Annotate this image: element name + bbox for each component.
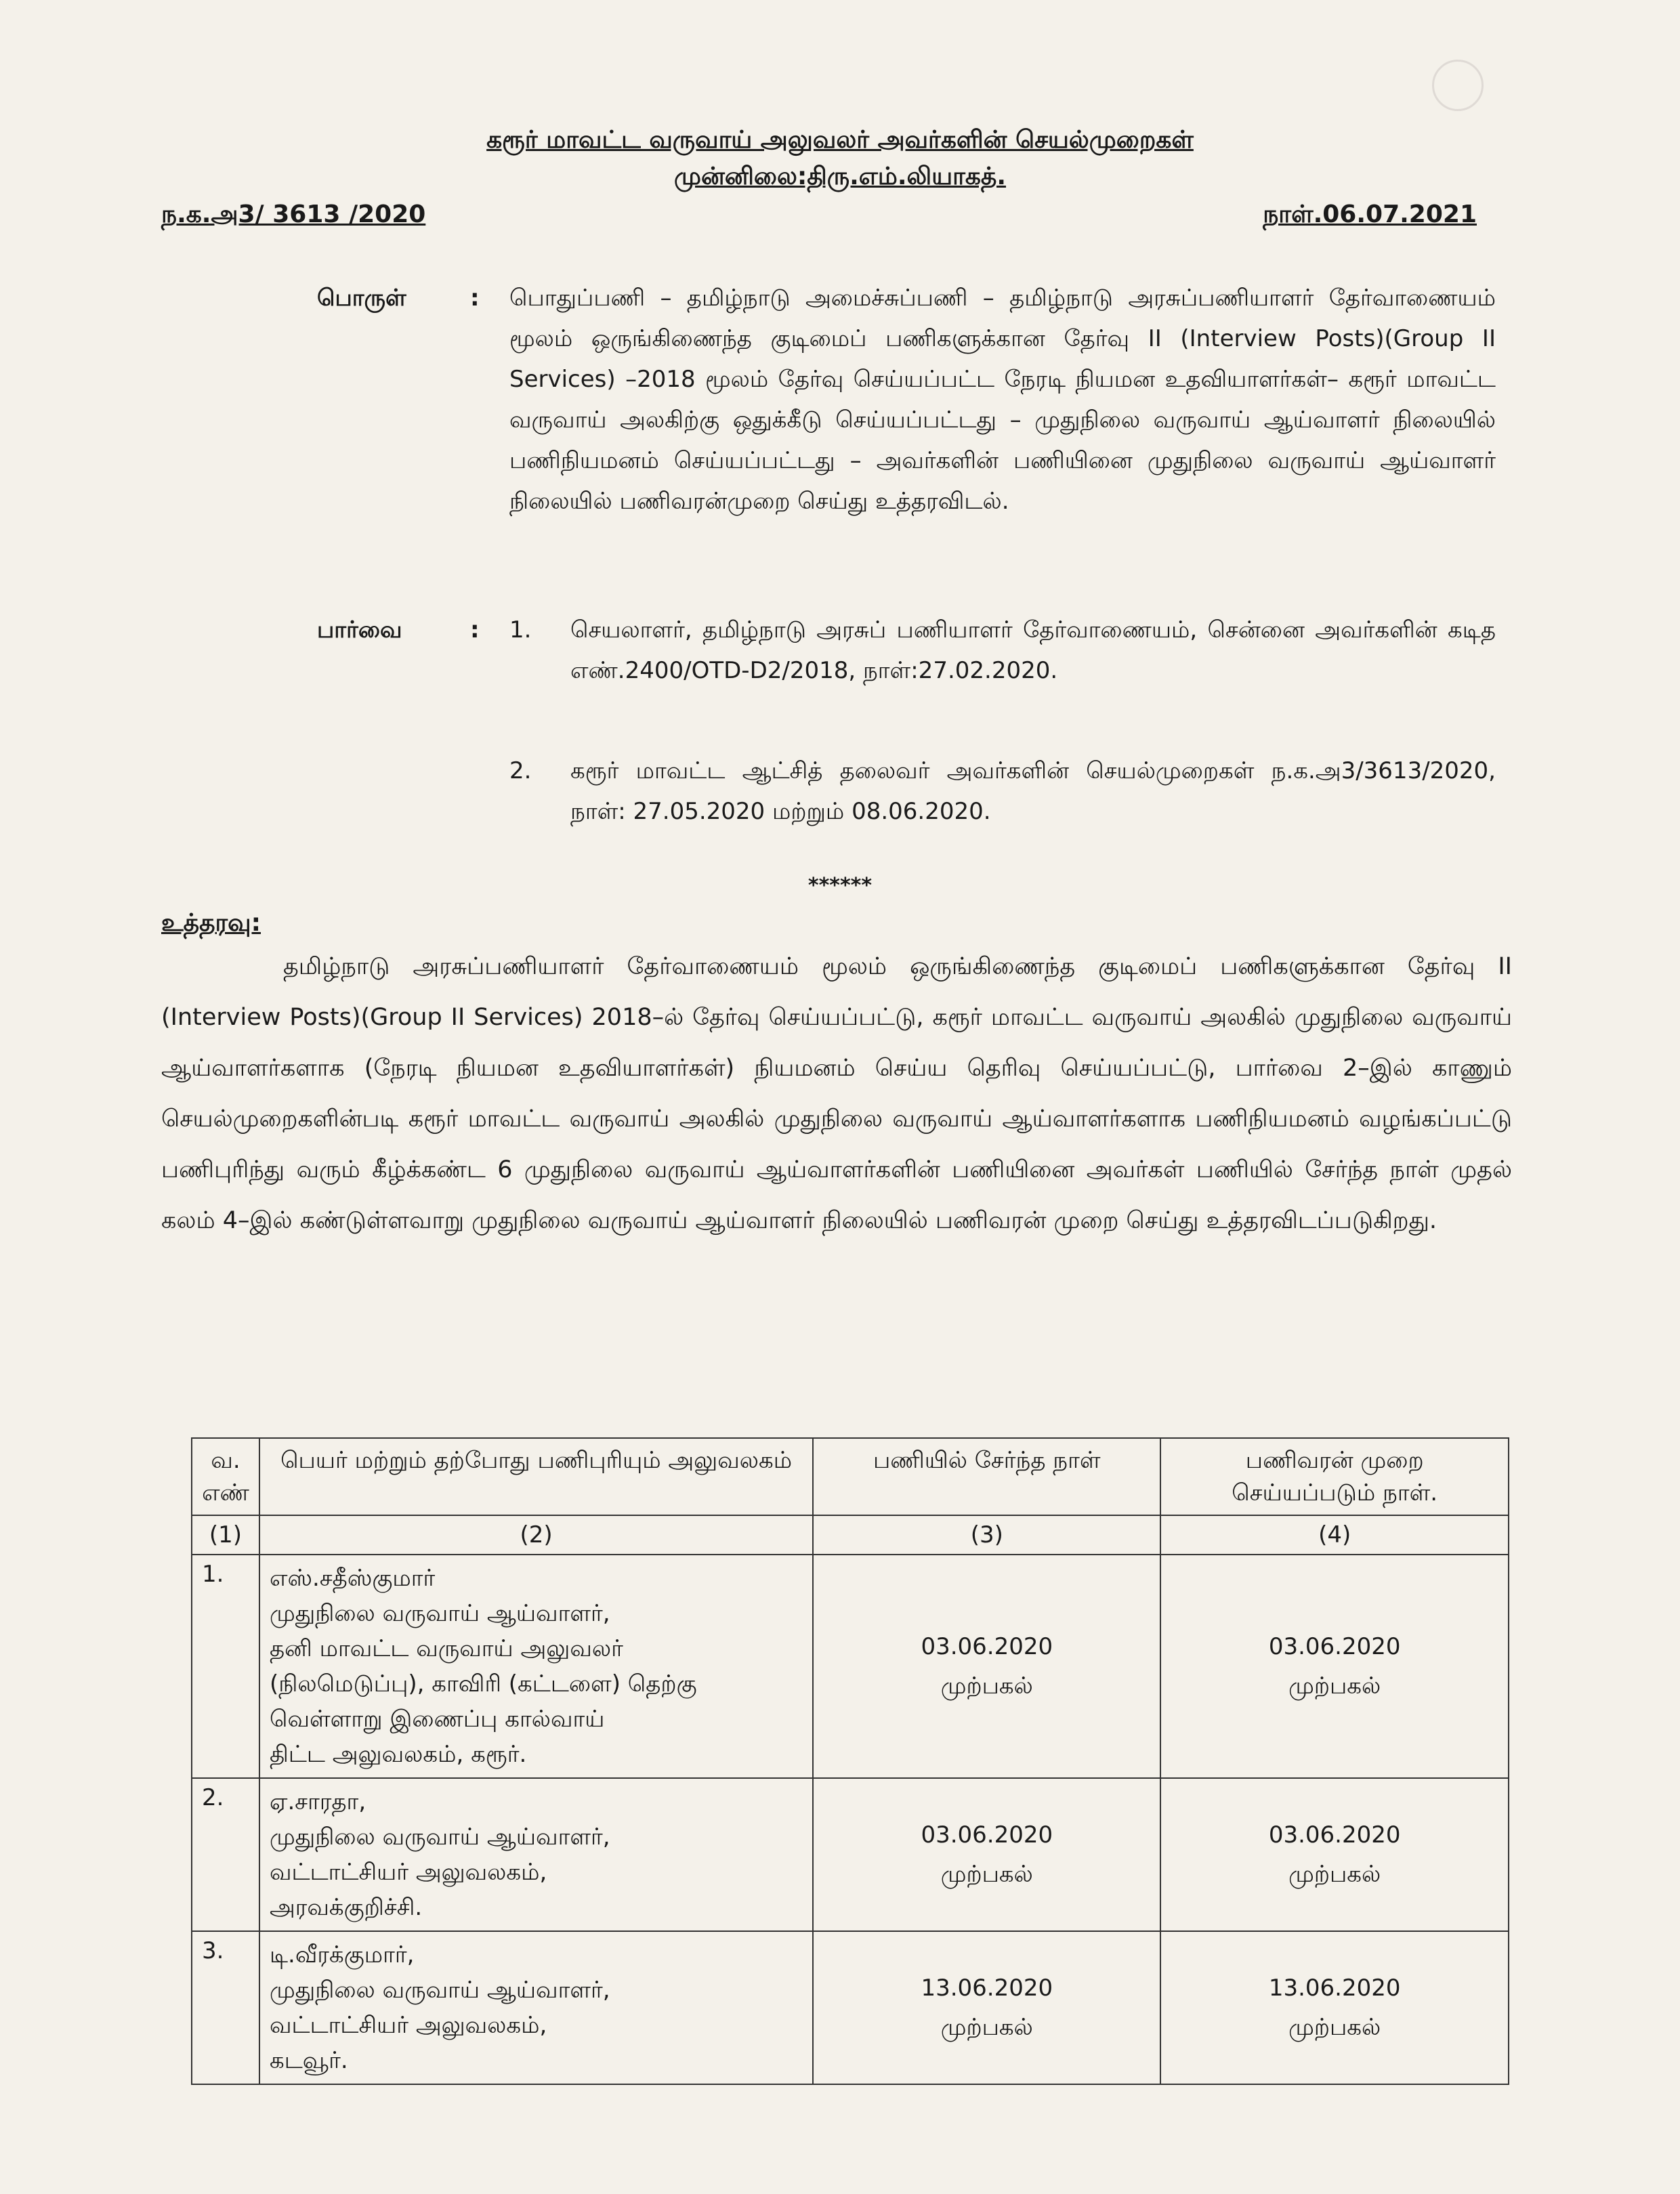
table-row (192, 1555, 1509, 1778)
joining-date-cell (813, 1555, 1160, 1778)
name-line: வட்டாட்சியர் அலுவலகம், (269, 1859, 547, 1886)
header-regularisation-date: பணிவரன் முறை செய்யப்படும் நாள். (1160, 1438, 1509, 1515)
name-line: அரவக்குறிச்சி. (269, 1894, 423, 1921)
regularisation-session: முற்பகல் (1288, 1861, 1381, 1888)
joining-date: 03.06.2020 (921, 1633, 1053, 1660)
regularisation-date-cell (1160, 1778, 1509, 1931)
document-title: கரூர் மாவட்ட வருவாய் அலுவலர் அவர்களின் செயல்முறைகள் (486, 126, 1194, 154)
subject-colon: : (470, 284, 480, 312)
reference-number: ந.க.அ3/ 3613 /2020 (161, 201, 426, 228)
joining-date: 03.06.2020 (921, 1821, 1053, 1849)
name-line: எஸ்.சதீஸ்குமார் (269, 1565, 436, 1592)
joining-date-cell (813, 1931, 1160, 2084)
joining-session: முற்பகல் (940, 1861, 1033, 1888)
name-line: தனி மாவட்ட வருவாய் அலுவலர் (269, 1635, 623, 1662)
table-header-row (192, 1438, 1509, 1515)
column-number-row (192, 1515, 1509, 1555)
reference-colon: : (470, 616, 480, 644)
header-joining-date: பணியில் சேர்ந்த நாள் (813, 1438, 1160, 1515)
section-separator: ****** (807, 874, 873, 898)
joining-date-cell (813, 1778, 1160, 1931)
document-date: நாள்.06.07.2021 (1263, 201, 1477, 228)
subject-label: பொருள் (317, 284, 406, 312)
column-number: (2) (259, 1515, 813, 1555)
name-line: வெள்ளாறு இணைப்பு கால்வாய் (269, 1706, 605, 1733)
header-serial: வ. எண் (192, 1438, 259, 1515)
column-number: (4) (1160, 1515, 1509, 1555)
name-line: முதுநிலை வருவாய் ஆய்வாளர், (269, 1600, 610, 1627)
regularisation-session: முற்பகல் (1288, 2014, 1381, 2041)
regularisation-date: 03.06.2020 (1268, 1633, 1401, 1660)
reference-item-text: செயலாளர், தமிழ்நாடு அரசுப் பணியாளர் தேர்வாணையம், சென்னை அவர்களின் கடித எண்.2400/OTD-D2/2018, நாள்:27.02.2020. (570, 616, 1496, 684)
order-body: தமிழ்நாடு அரசுப்பணியாளர் தேர்வாணையம் மூலம் ஒருங்கிணைந்த குடிமைப் பணிகளுக்கான தேர்வு II (Interview Posts)(Group II Services) 2018–ல் தேர்வு செய்யப்பட்டு, கரூர் மாவட்ட வருவாய் அலகில் முதுநிலை வருவாய் ஆய்வாளர்களாக (நேரடி நியமன உதவியாளர்கள்) நியமனம் செய்ய தெரிவு செய்யப்பட்டு, பார்வை 2–இல் காணும் செயல்முறைகளின்படி கரூர் மாவட்ட வருவாய் அலகில் முதுநிலை வருவாய் ஆய்வாளர்களாக பணிநியமனம் வழங்கப்பட்டு பணிபுரிந்து வரும் கீழ்க்கண்ட 6 முதுநிலை வருவாய் ஆய்வாளர்களின் பணியினை அவர்கள் பணியில் சேர்ந்த நாள் முதல் கலம் 4–இல் கண்டுள்ளவாறு முதுநிலை வருவாய் ஆய்வாளர் நிலையில் பணிவரன் முறை செய்து உத்தரவிடப்படுகிறது. (161, 953, 1512, 1234)
regularisation-session: முற்பகல் (1288, 1672, 1381, 1700)
column-number: (3) (813, 1515, 1160, 1555)
header-name-office: பெயர் மற்றும் தற்போது பணிபுரியும் அலுவலகம் (259, 1438, 813, 1515)
serial-number: 1. (192, 1555, 259, 1778)
subject-text: பொதுப்பணி – தமிழ்நாடு அமைச்சுப்பணி – தமிழ்நாடு அரசுப்பணியாளர் தேர்வாணையம் மூலம் ஒருங்கிணைந்த குடிமைப் பணிகளுக்கான தேர்வு II (Interview Posts)(Group II Services) –2018 மூலம் தேர்வு செய்யப்பட்ட நேரடி நியமன உதவியாளர்கள்– கரூர் மாவட்ட வருவாய் அலகிற்கு ஒதுக்கீடு செய்யப்பட்டது – முதுநிலை வருவாய் ஆய்வாளர் நிலையில் பணிநியமனம் செய்யப்பட்டது – அவர்களின் பணியினை முதுநிலை வருவாய் ஆய்வாளர் நிலையில் பணிவரன்முறை செய்து உத்தரவிடல். (509, 284, 1496, 515)
name-office-cell (259, 1555, 813, 1778)
joining-session: முற்பகல் (940, 1672, 1033, 1700)
reference-item-text: கரூர் மாவட்ட ஆட்சித் தலைவர் அவர்களின் செயல்முறைகள் ந.க.அ3/3613/2020, நாள்: 27.05.2020 மற்றும் 08.06.2020. (570, 757, 1496, 825)
joining-session: முற்பகல் (940, 2014, 1033, 2041)
name-line: முதுநிலை வருவாய் ஆய்வாளர், (269, 1977, 610, 2004)
name-line: வட்டாட்சியர் அலுவலகம், (269, 2012, 547, 2039)
name-line: டி.வீரக்குமார், (269, 1941, 415, 1968)
order-heading: உத்தரவு: (161, 909, 261, 937)
table-row (192, 1931, 1509, 2084)
name-line: (நிலமெடுப்பு), காவிரி (கட்டளை) தெற்கு (269, 1670, 697, 1697)
regularisation-date-cell (1160, 1555, 1509, 1778)
name-office-cell (259, 1931, 813, 2084)
joining-date: 13.06.2020 (921, 1975, 1053, 2002)
serial-number: 3. (192, 1931, 259, 2084)
staff-table (191, 1437, 1509, 2085)
regularisation-date: 13.06.2020 (1268, 1975, 1401, 2002)
name-line: திட்ட அலுவலகம், கரூர். (269, 1741, 527, 1768)
presiding-officer: முன்னிலை:திரு.எம்.லியாகத். (673, 163, 1007, 190)
name-line: ஏ.சாரதா, (269, 1788, 366, 1815)
column-number: (1) (192, 1515, 259, 1555)
reference-label: பார்வை (317, 616, 402, 644)
name-line: கடவூர். (269, 2047, 348, 2074)
reference-item-number: 2. (509, 757, 532, 784)
name-line: முதுநிலை வருவாய் ஆய்வாளர், (269, 1823, 610, 1851)
regularisation-date: 03.06.2020 (1268, 1821, 1401, 1849)
faint-seal-mark (1432, 60, 1484, 111)
name-office-cell (259, 1778, 813, 1931)
serial-number: 2. (192, 1778, 259, 1931)
regularisation-date-cell (1160, 1931, 1509, 2084)
table-row (192, 1778, 1509, 1931)
reference-item-number: 1. (509, 616, 532, 644)
